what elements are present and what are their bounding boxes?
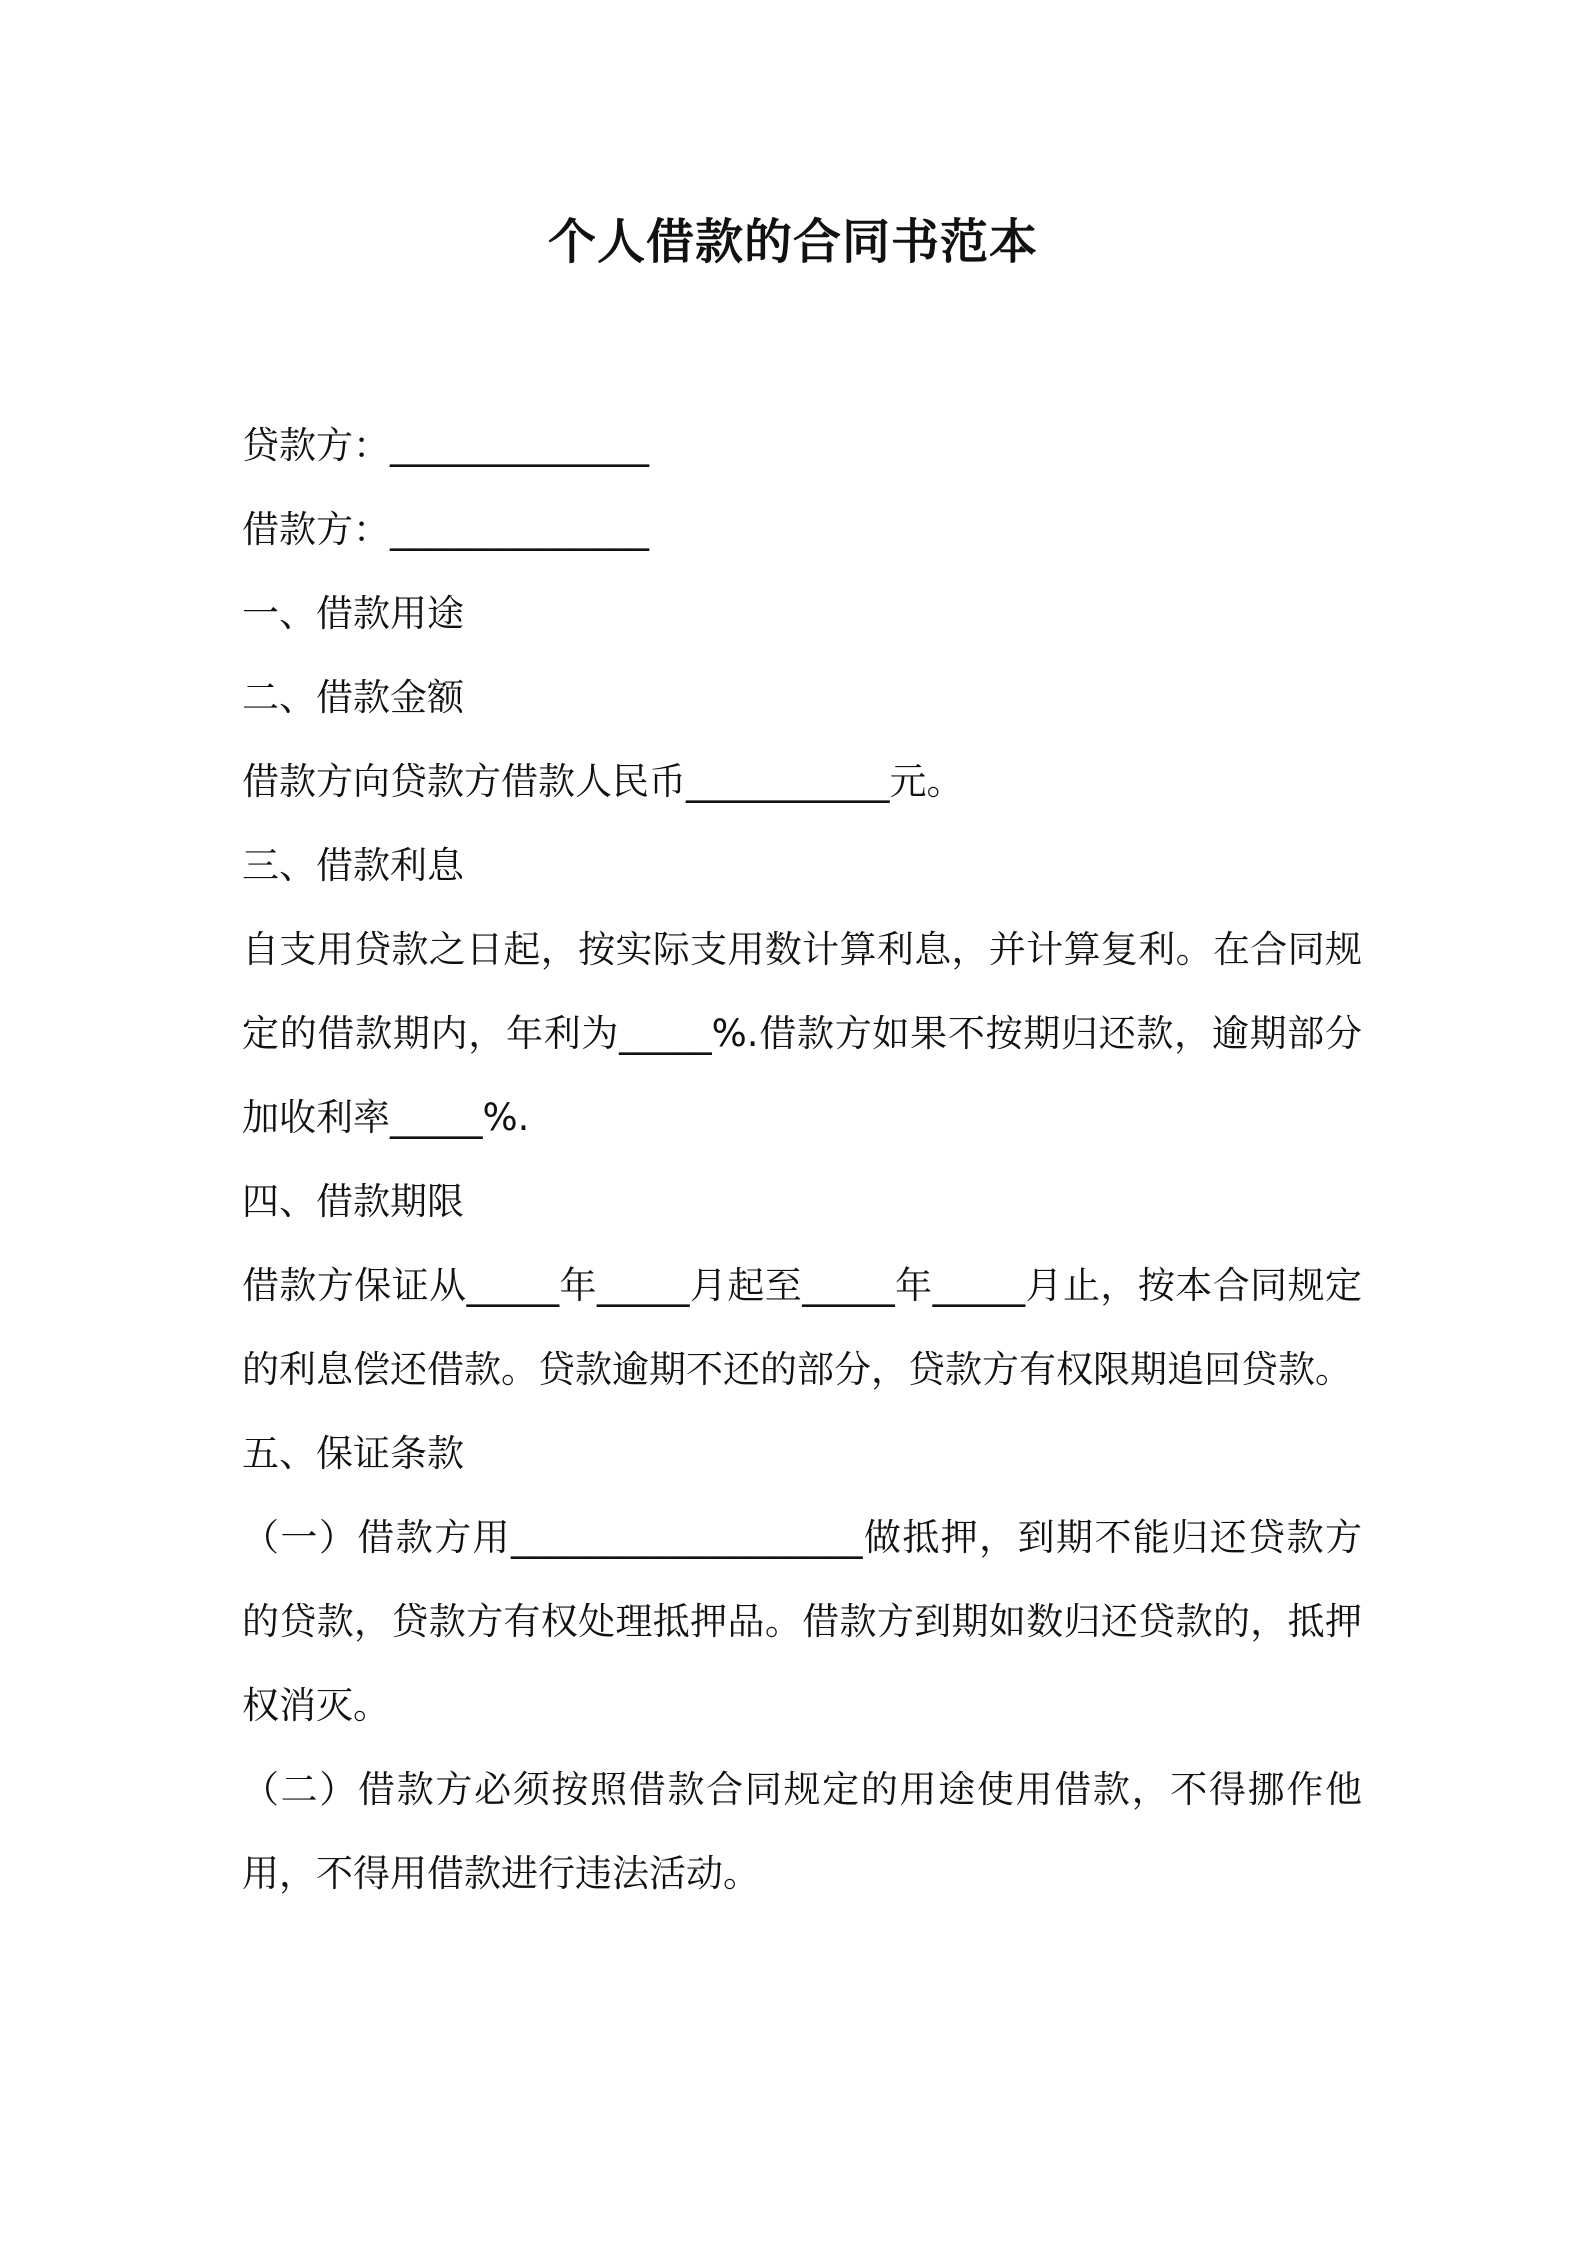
guarantee-paragraph-2: （二）借款方必须按照借款合同规定的用途使用借款，不得挪作他用，不得用借款进行违法活动。 (242, 1768, 1362, 1895)
section-amount-heading: 二、借款金额 (242, 676, 464, 719)
section-purpose-heading: 一、借款用途 (242, 592, 464, 635)
section-interest-heading: 三、借款利息 (242, 844, 464, 887)
guarantee-paragraph-1: （一）借款方用___________________做抵押，到期不能归还贷款方的贷款，贷款方有权处理抵押品。借款方到期如数归还贷款的，抵押权消灭。 (242, 1516, 1362, 1727)
amount-text: 借款方向贷款方借款人民币___________元。 (242, 760, 964, 803)
interest-paragraph: 自支用贷款之日起，按实际支用数计算利息，并计算复利。在合同规定的借款期内，年利为_____%.借款方如果不按期归还款，逾期部分加收利率_____%. (242, 928, 1362, 1139)
document-title: 个人借款的合同书范本 (547, 214, 1038, 270)
document-body (242, 404, 1362, 1916)
section-term-heading: 四、借款期限 (242, 1180, 464, 1223)
lender-line: 贷款方：______________ (242, 424, 649, 467)
term-paragraph: 借款方保证从_____年_____月起至_____年_____月止，按本合同规定的利息偿还借款。贷款逾期不还的部分，贷款方有权限期追回贷款。 (242, 1264, 1362, 1391)
borrower-line: 借款方：______________ (242, 508, 649, 551)
section-guarantee-heading: 五、保证条款 (242, 1432, 464, 1475)
